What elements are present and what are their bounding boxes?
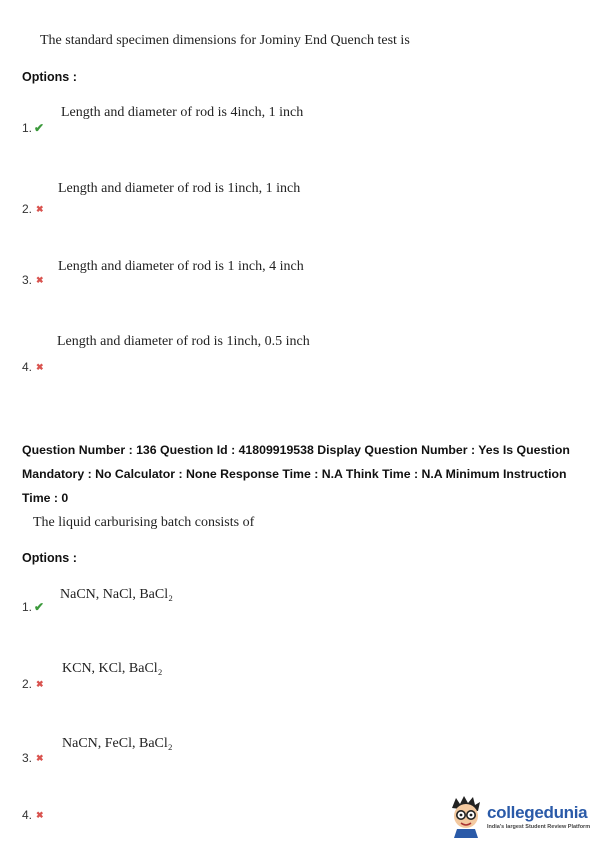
option-index: 2. xyxy=(22,202,33,216)
check-icon: ✔ xyxy=(34,121,45,135)
option-index: 3. xyxy=(22,273,33,287)
question-meta: Question Number : 136 Question Id : 41809919538 Display Question Number : Yes Is Question Mandatory : No Calculator : None Response Time : N.A Think Time : N.A Minimum Instruction Time : 0 xyxy=(22,443,570,505)
option-number xyxy=(22,600,44,614)
option-text: Length and diameter of rod is 1inch, 1 inch xyxy=(58,181,301,196)
logo-tagline: India's largest Student Review Platform xyxy=(487,823,591,830)
collegedunia-logo xyxy=(448,794,590,838)
option-index: 4. xyxy=(22,808,33,822)
option-number xyxy=(22,273,44,287)
mascot-icon xyxy=(448,794,484,838)
option-index: 1. xyxy=(22,121,33,135)
option-index: 3. xyxy=(22,751,33,765)
option-text: NaCN, FeCl, BaCl₂ xyxy=(62,736,173,751)
option-text: Length and diameter of rod is 1inch, 0.5 inch xyxy=(57,334,310,349)
option-text: Length and diameter of rod is 4inch, 1 inch xyxy=(61,105,304,120)
cross-icon: ✖ xyxy=(36,753,44,763)
question-text: The liquid carburising batch consists of xyxy=(33,515,255,530)
question-text: The standard specimen dimensions for Jominy End Quench test is xyxy=(40,33,410,48)
cross-icon: ✖ xyxy=(36,810,44,820)
option-text: KCN, KCl, BaCl₂ xyxy=(62,661,163,676)
cross-icon: ✖ xyxy=(36,204,44,214)
option-number xyxy=(22,677,44,691)
option-number xyxy=(22,808,44,822)
option-number xyxy=(22,751,44,765)
options-label: Options : xyxy=(22,551,77,565)
option-number xyxy=(22,121,44,135)
cross-icon: ✖ xyxy=(36,275,44,285)
option-index: 1. xyxy=(22,600,33,614)
cross-icon: ✖ xyxy=(36,362,44,372)
logo-brand: collegedunia xyxy=(487,802,588,822)
options-label: Options : xyxy=(22,70,77,84)
cross-icon: ✖ xyxy=(36,679,44,689)
option-index: 4. xyxy=(22,360,33,374)
option-number xyxy=(22,202,44,216)
option-text: NaCN, NaCl, BaCl₂ xyxy=(60,587,173,602)
option-index: 2. xyxy=(22,677,33,691)
option-text: Length and diameter of rod is 1 inch, 4 inch xyxy=(58,259,304,274)
option-number xyxy=(22,360,44,374)
check-icon: ✔ xyxy=(34,600,45,614)
